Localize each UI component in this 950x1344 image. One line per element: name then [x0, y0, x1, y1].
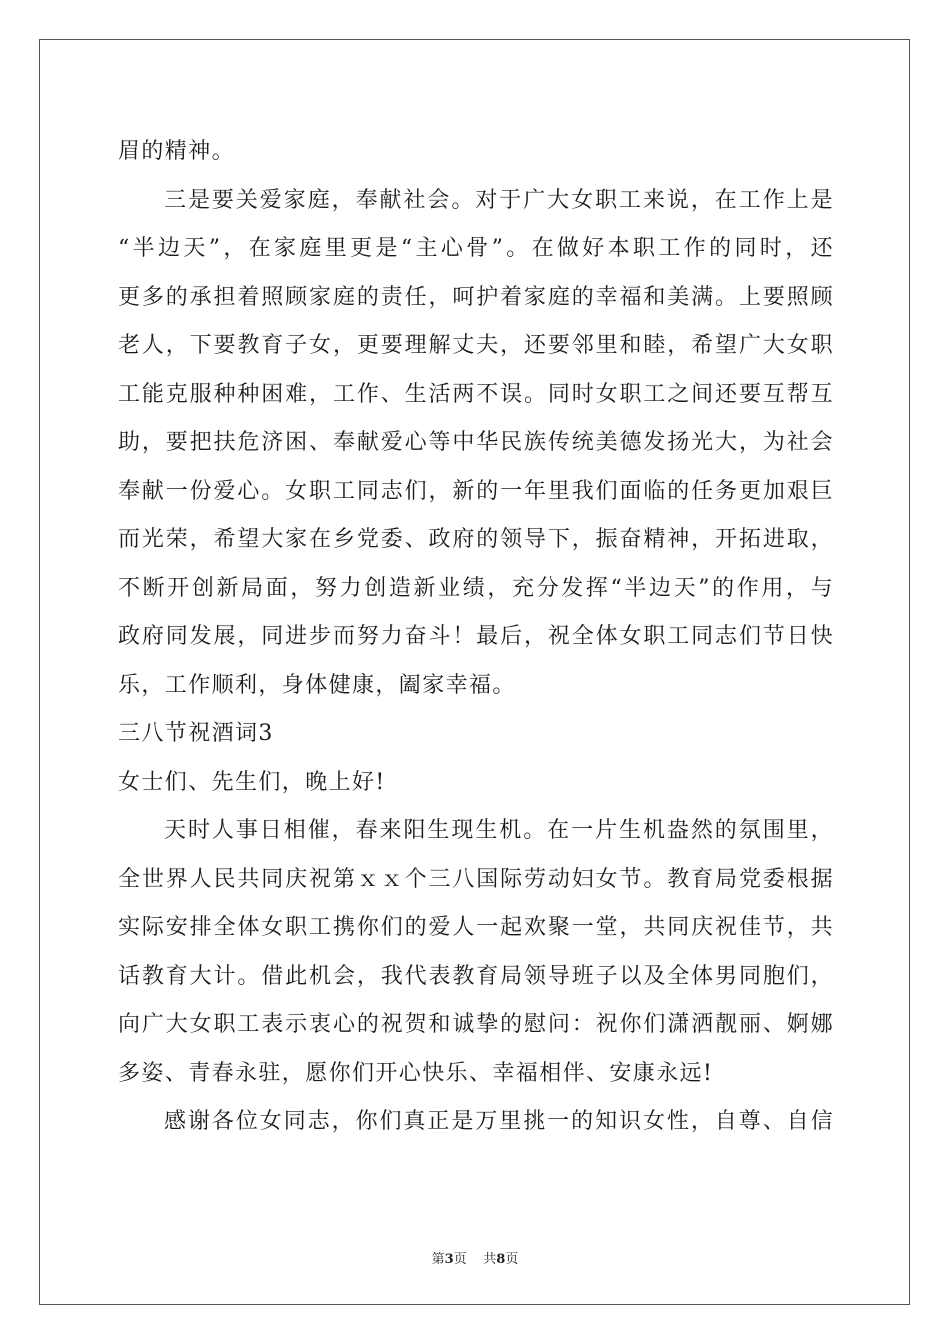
text-line: “半边天”，在家庭里更是“主心骨”。在做好本职工作的同时，还 [118, 236, 834, 261]
text-line: 向广大女职工表示衷心的祝贺和诚挚的慰问：祝你们潇洒靓丽、婀娜 [118, 1012, 834, 1037]
text-line: 政府同发展，同进步而努力奋斗！最后，祝全体女职工同志们节日快 [118, 624, 834, 649]
page-label-prefix: 第 [431, 1252, 445, 1267]
text-line: 更多的承担着照顾家庭的责任，呵护着家庭的幸福和美满。上要照顾 [118, 284, 834, 310]
salutation-line: 女士们、先生们，晚上好! [118, 769, 386, 795]
text-line: 不断开创新局面，努力创造新业绩，充分发挥“半边天”的作用，与 [118, 575, 834, 601]
text-line: 而光荣，希望大家在乡党委、政府的领导下，振奋精神，开拓进取， [118, 527, 834, 552]
text-line: 多姿、青春永驻，愿你们开心快乐、幸福相伴、安康永远! [118, 1060, 714, 1086]
paragraph-start-line: 感谢各位女同志，你们真正是万里挑一的知识女性，自尊、自信 [164, 1109, 834, 1134]
text-line: 助，要把扶危济困、奉献爱心等中华民族传统美德发扬光大，为社会 [118, 430, 834, 455]
paragraph-start-line: 三是要关爱家庭，奉献社会。对于广大女职工来说，在工作上是 [164, 187, 834, 213]
text-line: 眉的精神。 [118, 139, 236, 164]
text-line: 乐，工作顺利，身体健康，阖家幸福。 [118, 672, 516, 698]
text-line: 实际安排全体女职工携你们的爱人一起欢聚一堂，共同庆祝佳节，共 [118, 915, 834, 940]
text-line: 全世界人民共同庆祝第ｘｘ个三八国际劳动妇女节。教育局党委根据 [118, 866, 834, 892]
total-label-suffix: 页 [505, 1252, 519, 1267]
page-footer [0, 1248, 950, 1267]
text-line: 工能克服种种困难，工作、生活两不误。同时女职工之间还要互帮互 [118, 381, 834, 407]
current-page-number: 3 [444, 1252, 454, 1267]
total-label-prefix: 共 [483, 1252, 497, 1267]
total-pages-number: 8 [496, 1252, 506, 1267]
paragraph-start-line: 天时人事日相催，春来阳生现生机。在一片生机盎然的氛围里， [164, 818, 834, 843]
document-body [118, 128, 834, 1147]
section-heading: 三八节祝酒词3 [118, 721, 274, 746]
text-line: 奉献一份爱心。女职工同志们，新的一年里我们面临的任务更加艰巨 [118, 478, 834, 504]
text-line: 话教育大计。借此机会，我代表教育局领导班子以及全体男同胞们， [118, 963, 834, 989]
page-label-suffix: 页 [453, 1252, 467, 1267]
text-line: 老人，下要教育子女，更要理解丈夫，还要邻里和睦，希望广大女职 [118, 333, 834, 358]
